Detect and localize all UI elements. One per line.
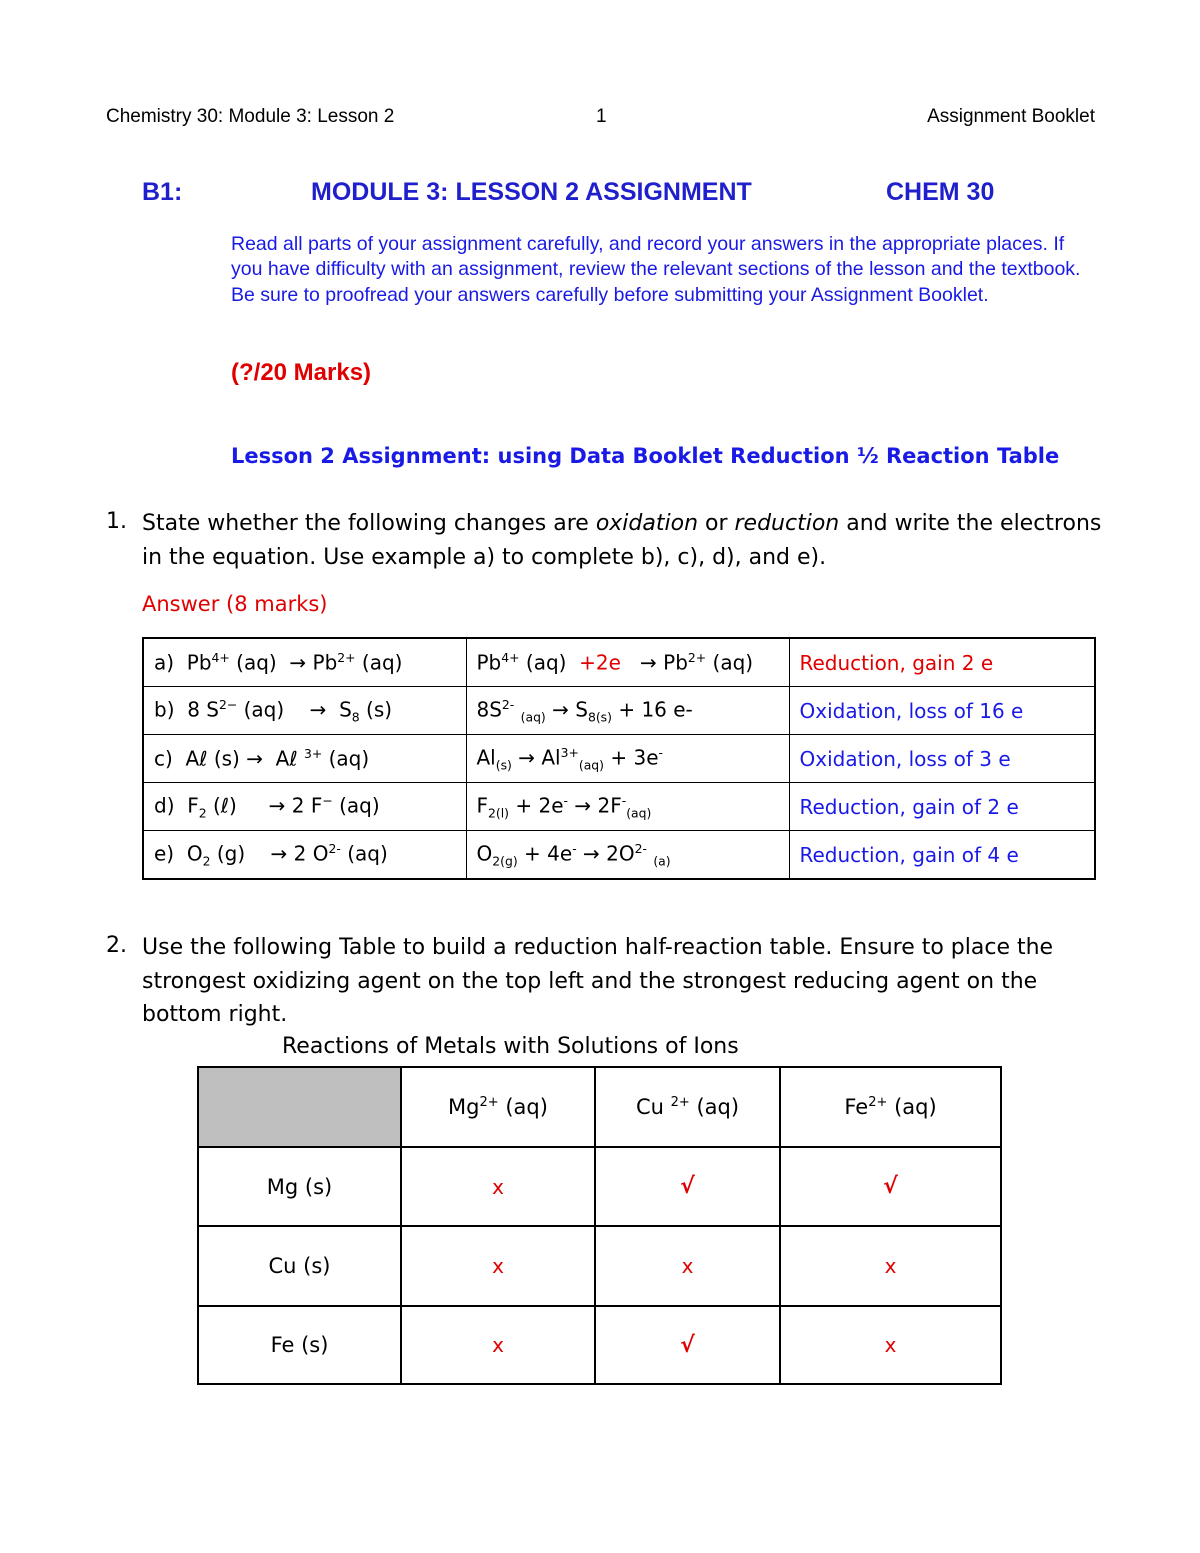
row-header: Mg (s) — [198, 1147, 401, 1226]
result-mark: √ — [595, 1306, 780, 1384]
column-header: $Fe^{2+}$ (aq) — [780, 1067, 1001, 1147]
result-mark: x — [401, 1226, 595, 1306]
result-mark: x — [401, 1306, 595, 1384]
result-cell: Reduction, gain 2 e — [789, 638, 1095, 687]
metal-reactions-table — [197, 1066, 1002, 1385]
half-reaction-cell: $O_{2(g)} + 4e^- \to 2O^{2-}$ $_{(a)}$ — [466, 831, 789, 880]
result-cell: Oxidation, loss of 16 e — [789, 687, 1095, 735]
answer-label: Answer (8 marks) — [142, 592, 328, 616]
question-2-number: 2. — [106, 933, 127, 958]
half-reaction-cell: $8S^{2-}$ $_{(aq)} \to S_{8(s)} + 16$ e- — [466, 687, 789, 735]
column-header: $Mg^{2+}$ (aq) — [401, 1067, 595, 1147]
table-row — [198, 1147, 1001, 1226]
header-right: Assignment Booklet — [927, 106, 1095, 127]
result-cell: Reduction, gain of 4 e — [789, 831, 1095, 880]
table-row — [143, 638, 1095, 687]
assignment-title: MODULE 3: LESSON 2 ASSIGNMENT — [311, 178, 752, 206]
equation-cell: c) Aℓ (s) → Aℓ $^{3+}$ (aq) — [143, 735, 466, 783]
equation-cell: e) $O_2$ (g) → 2 $O^{2-}$ (aq) — [143, 831, 466, 880]
table-row — [143, 735, 1095, 783]
assignment-code: B1: — [142, 178, 183, 206]
equation-cell: a) $Pb^{4+}$ $(aq) \to Pb^{2+}$ (aq) — [143, 638, 466, 687]
table-row — [143, 783, 1095, 831]
total-marks: (?/20 Marks) — [231, 359, 372, 386]
result-mark: √ — [780, 1147, 1001, 1226]
table-row — [198, 1306, 1001, 1384]
page-number: 1 — [596, 106, 607, 127]
result-mark: x — [401, 1147, 595, 1226]
instructions: Read all parts of your assignment carefully, and record your answers in the appropriate places. If you have difficulty with an assignment, review the relevant sections of the lesson and the textbook. Be sure to proofread your answers carefully before submitting your Assignment Booklet. — [231, 233, 1081, 306]
result-mark: x — [780, 1226, 1001, 1306]
equation-cell: d) $F_2$ (ℓ) → 2 F− (aq) — [143, 783, 466, 831]
result-mark: x — [595, 1226, 780, 1306]
result-mark: x — [780, 1306, 1001, 1384]
result-mark: √ — [595, 1147, 780, 1226]
table-header-row — [198, 1067, 1001, 1147]
result-cell: Reduction, gain of 2 e — [789, 783, 1095, 831]
table-row — [143, 831, 1095, 880]
lesson-title: Lesson 2 Assignment: using Data Booklet Reduction ½ Reaction Table — [231, 444, 1060, 468]
row-header: Cu (s) — [198, 1226, 401, 1306]
row-header: Fe (s) — [198, 1306, 401, 1384]
redox-table — [142, 637, 1096, 880]
header-left: Chemistry 30: Module 3: Lesson 2 — [106, 106, 395, 127]
corner-cell — [198, 1067, 401, 1147]
table-row — [143, 687, 1095, 735]
result-cell: Oxidation, loss of 3 e — [789, 735, 1095, 783]
question-2-text: Use the following Table to build a reduction half-reaction table. Ensure to place the strongest oxidizing agent on the top left and the strongest reducing agent on the bottom right. — [142, 935, 1054, 1027]
table-caption: Reactions of Metals with Solutions of Ions — [282, 1034, 739, 1059]
question-1-text: State whether the following changes are oxidation or reduction and write the electrons in the equation. Use example a) to complete b), c), d), and e). — [142, 511, 1102, 570]
column-header: Cu $^{2+}$ (aq) — [595, 1067, 780, 1147]
course-code: CHEM 30 — [886, 178, 995, 206]
half-reaction-cell: $Al_{(s)} \to Al^{3+}_{(aq)} + 3e^-$ — [466, 735, 789, 783]
equation-cell: b) 8 $S^{2-}$ (aq) → $S_8$ (s) — [143, 687, 466, 735]
half-reaction-cell: $F_{2(l)} + 2e^- \to 2F^-_{(aq)}$ — [466, 783, 789, 831]
table-row — [198, 1226, 1001, 1306]
question-1-number: 1. — [106, 509, 127, 534]
half-reaction-cell: $Pb^{4+}$ $(aq) +2e \to Pb^{2+}$ (aq) — [466, 638, 789, 687]
